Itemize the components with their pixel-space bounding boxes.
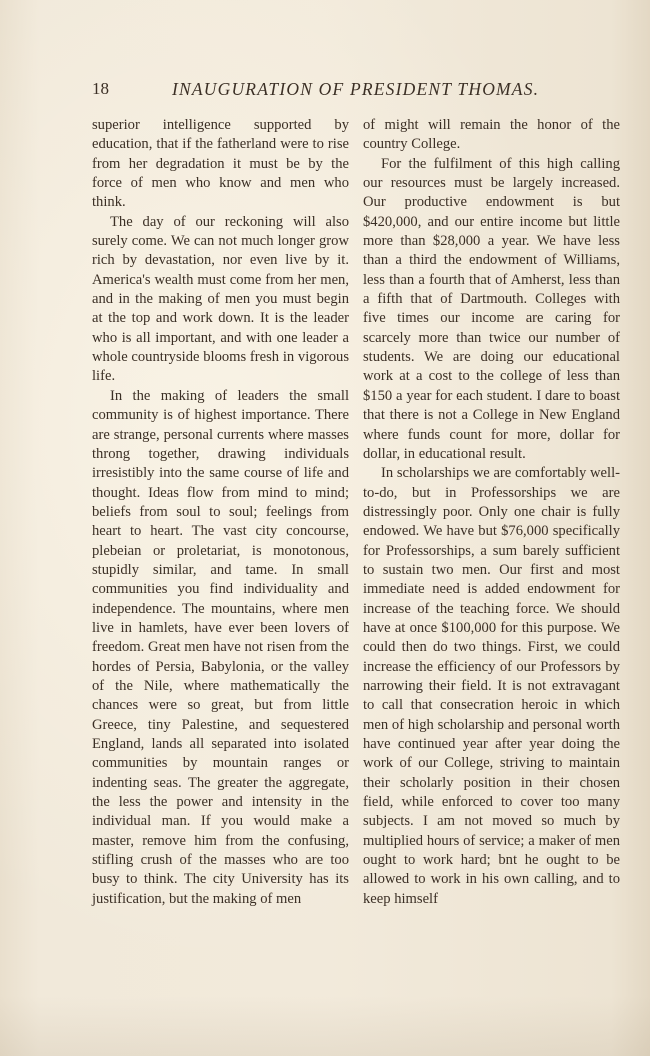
running-head: INAUGURATION OF PRESIDENT THOMAS. bbox=[172, 79, 540, 99]
paragraph: superior intelligence supported by education, that if the fatherland were to rise from her degradation it must be by the force of men who know and men who think. bbox=[92, 117, 349, 211]
paragraph: The day of our reckoning will also surely come. We can not much longer grow rich by devastation, nor even live by it. America's wealth must come from her men, and in the making of men you must begin at the top and work down. It is the leader who is all important, and with one leader a whole countryside blooms fresh in vigorous life. bbox=[92, 213, 349, 385]
page-number: 18 bbox=[92, 79, 109, 98]
paragraph: For the fulfilment of this high calling our resources must be largely increased. Our productive endowment is but $420,000, and our entire income but little more than $28,000 a year. We have less than a third the endowment of Williams, less than a fourth that of Amherst, less than a fifth that of Dartmouth. Colleges with five times our income are caring for scarcely more than twice our number of students. We are doing our educational work at a cost to the college of less than $150 a year for each student. I dare to boast that there is not a College in New England where funds count for more, dollar for dollar, in educational result. bbox=[363, 155, 620, 462]
right-column bbox=[363, 116, 620, 909]
paragraph: In scholarships we are comfortably well-to-do, but in Professorships we are distressingly poor. Only one chair is fully endowed. We have but $76,000 specifically for Professorships, a sum barely sufficient to sustain two men. Our first and most immediate need is added endowment for increase of the teaching force. We should have at once $100,000 for this purpose. We could then do two things. First, we could increase the efficiency of our Professors by narrowing their field. It is not extravagant to call that consecration heroic in which men of high scholarship and personal worth have continued year after year doing the work of our College, striving to maintain their scholarly position in their chosen field, while enforced to cover too many subjects. I am not moved so much by multiplied hours of service; a maker of men ought to work hard; bnt he ought to be allowed to work in his own calling, and to keep himself bbox=[363, 465, 620, 907]
page-header bbox=[92, 76, 616, 102]
left-column bbox=[92, 116, 349, 909]
paragraph: of might will remain the honor of the country College. bbox=[363, 117, 620, 153]
paragraph: In the making of leaders the small community is of highest importance. There are strange, personal currents where masses throng together, drawing individuals irresistibly into the same course of life and thought. Ideas flow from mind to mind; beliefs from soul to soul; feelings from heart to heart. The vast city concourse, plebeian or proletariat, is monotonous, stupidly similar, and tame. In small communities you find individuality and independence. The mountains, where men live in hamlets, have ever been lovers of freedom. Great men have not risen from the hordes of Persia, Babylonia, or the valley of the Nile, where mathematically the chances were so great, but from little Greece, tiny Palestine, and sequestered England, lands all separated into isolated communities by mountain ranges or indenting seas. The greater the aggregate, the less the power and intensity in the individual man. If you would make a master, remove him from the confusing, stifling crush of the masses who are too busy to think. The city University has its justification, but the making of men bbox=[92, 387, 349, 907]
